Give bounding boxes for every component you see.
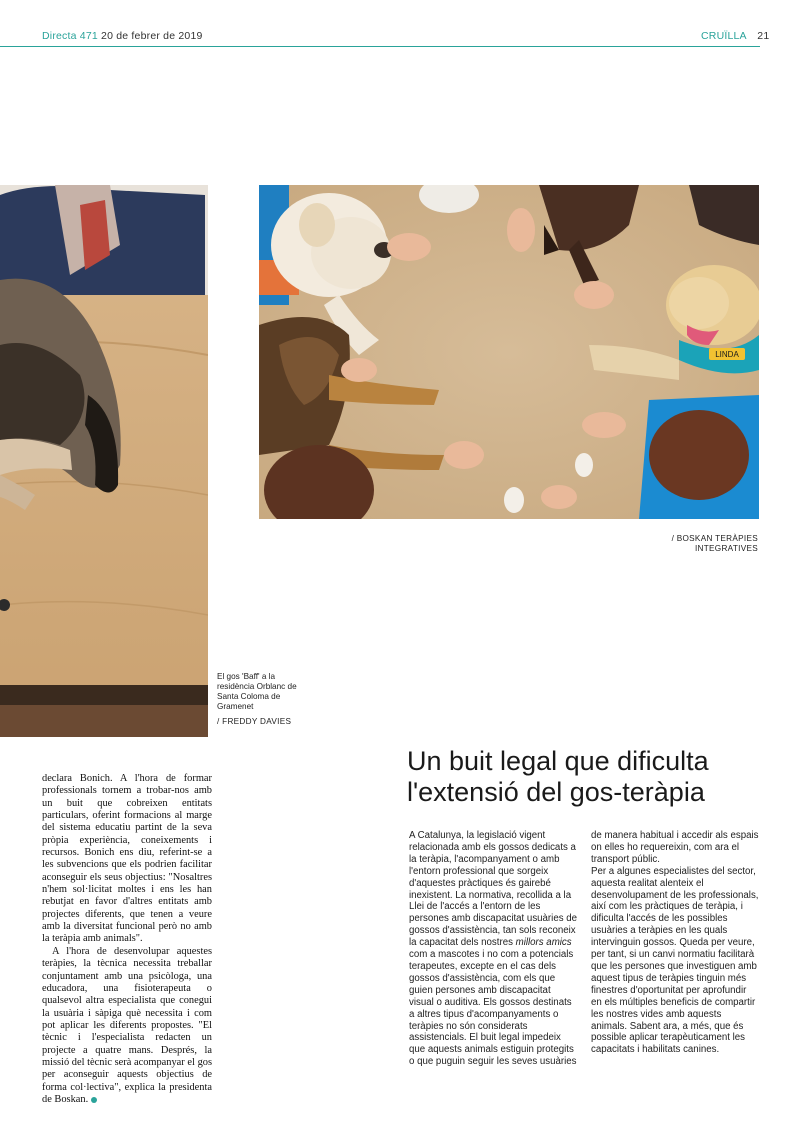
header-section-info — [701, 30, 769, 42]
article-column-2 — [591, 830, 759, 1056]
article-col2-paragraph-2: Per a algunes especialistes del sector, aquesta realitat alenteix el desenvolupament de les professionals, així com les pràctiques de teràpia, i dificulta l'accés de les possibles usuàries a teràpies en les quals intervinguin gossos. Queda per veure, per tant, si un canvi normatiu facilitarà que les persones que investiguen amb aquest tipus de teràpies tinguin més finestres d'oportunitat per aprofundir en els múltiples beneficis de compartir les nostres vides amb aquests animals. Sabent ara, a més, que és possible aplicar terapèuticament les capacitats i habilitats canines. — [591, 865, 759, 1056]
article-col1-text-b: com a mascotes i no com a potencials terapeutes, excepte en el cas dels gossos d'assistència, com els que guien persones amb discapacitat visual o auditiva. Els gossos destinats a altres tipus d'acompanyaments o teràpies no són considerats assistencials. El buit legal impedeix que aquests animals estiguin protegits o que puguin seguir les seves usuàries — [409, 949, 577, 1068]
left-paragraph-2 — [42, 946, 212, 1106]
therapy-circle-photo — [259, 185, 759, 519]
vest-label: LINDA — [715, 350, 739, 359]
left-photo — [0, 185, 208, 737]
dog-baff-photo — [0, 185, 208, 737]
left-body-column — [42, 773, 212, 1106]
right-photo — [259, 185, 759, 519]
left-paragraph-1: declara Bonich. A l'hora de formar professionals tornem a trobar-nos amb un buit que cobreixen entitats particulars, oferint formacions al marge del sistema educatiu partint de la seva pròpia experiència, coneixements i recursos. Bonich ens diu, referint-se a les subvencions que els podrien facilitar aconseguir els seus objectius: "Nosaltres n'hem sol·licitat moltes i ens les han rebutjat en favor d'altres entitats amb projectes diferents, que tenen a veure amb la diversitat funcional però no amb la teràpia amb animals". — [42, 773, 212, 945]
right-photo-credit: / BOSKAN TERÀPIES INTEGRATIVES — [671, 534, 758, 553]
article-col2-paragraph-1: de manera habitual i accedir als espais on elles ho requereixin, com ara el transport públic. — [591, 830, 759, 865]
publication-date: 20 de febrer de 2019 — [101, 30, 203, 42]
article-column-1 — [409, 830, 577, 1068]
publication-name: Directa 471 — [42, 30, 98, 42]
page-number: 21 — [757, 30, 770, 42]
left-photo-credit: / FREDDY DAVIES — [217, 717, 292, 726]
article-col1-emphasis: millors amics — [515, 937, 572, 949]
left-paragraph-2-text: A l'hora de desenvolupar aquestes teràpies, la tècnica necessita treballar conjuntament amb una psicòloga, una educadora, una fisioterapeuta o qualsevol altra especialista que conegui la usuària i sàpiga què necessita i com pot aplicar les diferents propostes. "El tècnic i l'especialista redacten un projecte a quatre mans. Després, la missió del tècnic serà acompanyar el gos per aconseguir aquests objectius de forma col·lectiva", explica la presidenta de Boskan. — [42, 945, 212, 1105]
header-rule — [0, 46, 760, 47]
headline-line-2: l'extensió del gos-teràpia — [407, 777, 705, 807]
article-headline — [407, 746, 767, 808]
section-name: CRUÏLLA — [701, 30, 747, 42]
article-col1-text-a: A Catalunya, la legislació vigent relacionada amb els gossos dedicats a la teràpia, l'acompanyament o amb l'entorn professional que sorgeix d'aquestes pràctiques és gairebé inexistent. La normativa, recollida a la Llei de l'accés a l'entorn de les persones amb discapacitat usuàries de gossos d'assistència, tan sols reconeix la capacitat dels nostres — [409, 830, 578, 949]
header-publication-info — [42, 30, 203, 42]
left-photo-caption: El gos 'Baff' a la residència Orblanc de Santa Coloma de Gramenet — [217, 672, 297, 711]
headline-line-1: Un buit legal que dificulta — [407, 746, 709, 776]
end-of-article-mark — [91, 1097, 97, 1103]
article-col1-paragraph — [409, 830, 577, 1068]
